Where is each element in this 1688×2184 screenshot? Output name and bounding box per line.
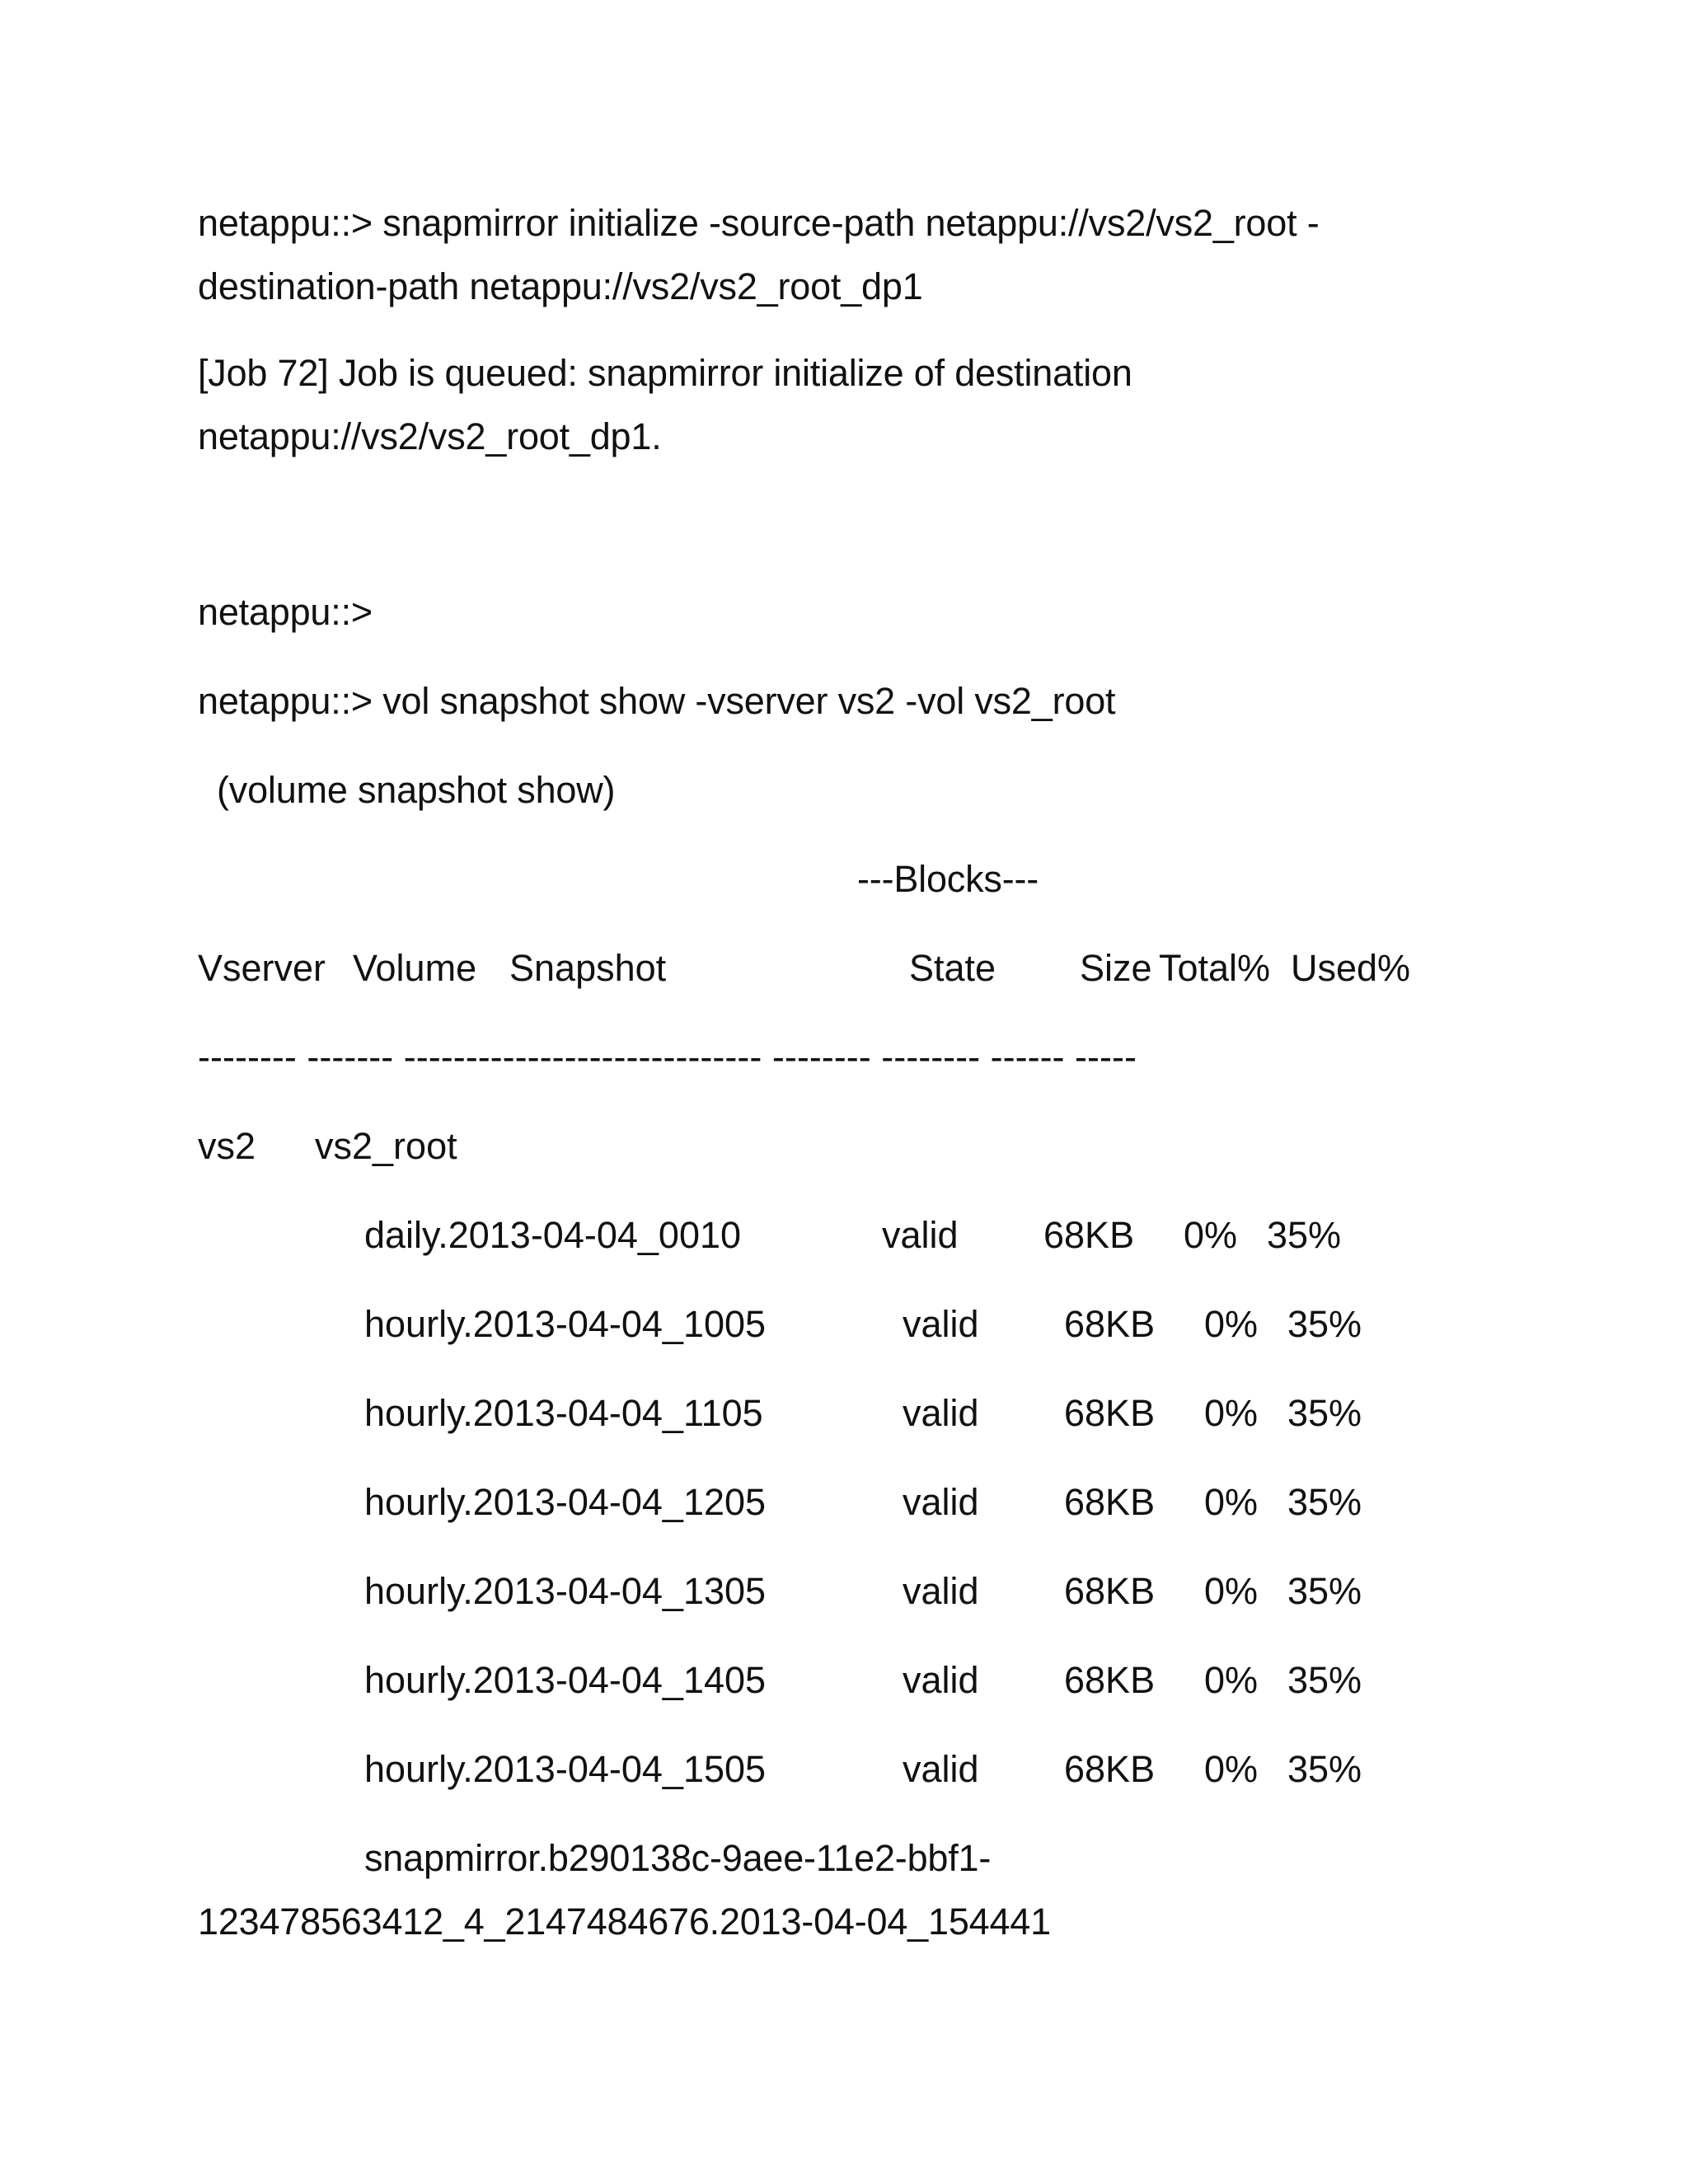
row-size: 68KB — [1064, 1570, 1156, 1612]
row-total: 0% — [1204, 1481, 1259, 1523]
header-used: Used% — [1291, 947, 1411, 989]
header-vserver: Vserver — [198, 947, 326, 989]
command-line-1b: destination-path netappu://vs2/vs2_root_dp1 — [198, 265, 923, 307]
row-total: 0% — [1204, 1659, 1259, 1701]
header-snapshot: Snapshot — [509, 947, 667, 989]
blocks-header: ---Blocks--- — [857, 858, 1039, 900]
row-total: 0% — [1204, 1748, 1259, 1790]
snapmirror-line-2: 123478563412_4_2147484676.2013-04-04_154441 — [198, 1900, 1051, 1943]
group-volume: vs2_root — [315, 1125, 457, 1167]
command-alias: (volume snapshot show) — [217, 769, 616, 811]
row-total: 0% — [1184, 1214, 1238, 1256]
row-snapshot: hourly.2013-04-04_1305 — [364, 1570, 767, 1612]
row-used: 35% — [1287, 1303, 1362, 1345]
header-size: Size — [1080, 947, 1152, 989]
snapmirror-line-1: snapmirror.b290138c-9aee-11e2-bbf1- — [364, 1837, 992, 1879]
row-used: 35% — [1287, 1392, 1362, 1434]
row-size: 68KB — [1064, 1481, 1156, 1523]
job-message-line-2: netappu://vs2/vs2_root_dp1. — [198, 415, 662, 457]
row-state: valid — [903, 1570, 979, 1612]
command-line-1a: netappu::> snapmirror initialize -source-path netappu://vs2/vs2_root - — [198, 202, 1320, 244]
row-total: 0% — [1204, 1570, 1259, 1612]
row-size: 68KB — [1064, 1392, 1156, 1434]
row-used: 35% — [1287, 1481, 1362, 1523]
row-snapshot: daily.2013-04-04_0010 — [364, 1214, 742, 1256]
header-total: Total% — [1159, 947, 1271, 989]
row-size: 68KB — [1064, 1659, 1156, 1701]
header-volume: Volume — [353, 947, 477, 989]
table-separator: -------- ------- ----------------------------- -------- -------- ------ ----- — [198, 1036, 1137, 1078]
command-line-2: netappu::> vol snapshot show -vserver vs2 -vol vs2_root — [198, 680, 1116, 722]
row-snapshot: hourly.2013-04-04_1405 — [364, 1659, 767, 1701]
row-state: valid — [903, 1392, 979, 1434]
row-state: valid — [882, 1214, 959, 1256]
empty-prompt: netappu::> — [198, 591, 373, 633]
row-state: valid — [903, 1748, 979, 1790]
row-total: 0% — [1204, 1303, 1259, 1345]
row-total: 0% — [1204, 1392, 1259, 1434]
row-size: 68KB — [1064, 1748, 1156, 1790]
row-snapshot: hourly.2013-04-04_1005 — [364, 1303, 767, 1345]
row-state: valid — [903, 1659, 979, 1701]
row-used: 35% — [1287, 1570, 1362, 1612]
row-state: valid — [903, 1303, 979, 1345]
row-snapshot: hourly.2013-04-04_1105 — [364, 1392, 763, 1434]
group-vserver: vs2 — [198, 1125, 256, 1167]
row-used: 35% — [1267, 1214, 1342, 1256]
row-size: 68KB — [1064, 1303, 1156, 1345]
row-used: 35% — [1287, 1659, 1362, 1701]
job-message-line-1: [Job 72] Job is queued: snapmirror initialize of destination — [198, 352, 1132, 394]
row-state: valid — [903, 1481, 979, 1523]
header-state: State — [909, 947, 996, 989]
row-snapshot: hourly.2013-04-04_1205 — [364, 1481, 767, 1523]
row-used: 35% — [1287, 1748, 1362, 1790]
row-size: 68KB — [1043, 1214, 1135, 1256]
row-snapshot: hourly.2013-04-04_1505 — [364, 1748, 767, 1790]
